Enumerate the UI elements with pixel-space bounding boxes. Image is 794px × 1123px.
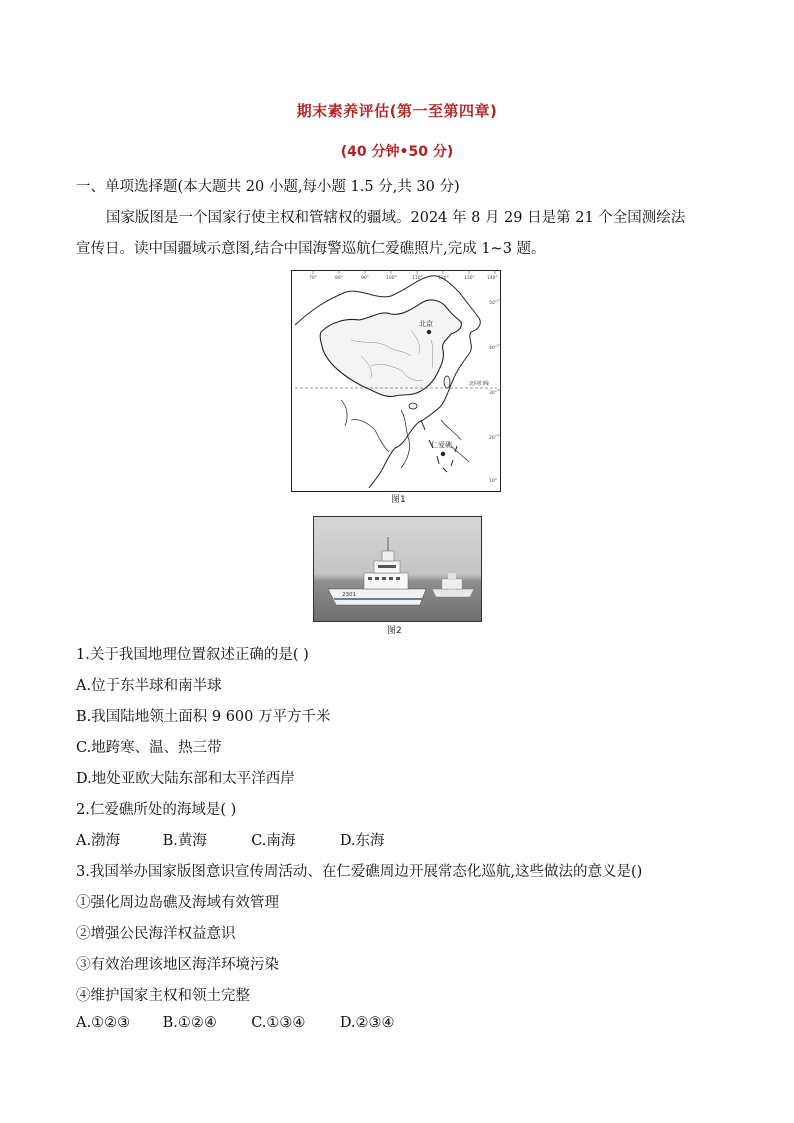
china-territory-map — [291, 270, 501, 492]
coast-guard-ship-photo — [313, 516, 482, 622]
question-3-stem: 3.我国举办国家版图意识宣传周活动、在仁爱礁周边开展常态化巡航,这些做法的意义是() — [76, 864, 643, 880]
lon-tick: 80° — [335, 276, 343, 281]
question-1-option-c[interactable]: C.地跨寒、温、热三带 — [76, 740, 222, 756]
question-3-options — [76, 1015, 395, 1031]
lat-tick: 40° — [489, 346, 497, 351]
lat-tick: 10° — [489, 479, 497, 484]
question-3-option-a[interactable]: A.①②③ — [76, 1015, 131, 1031]
question-1-option-d[interactable]: D.地处亚欧大陆东部和太平洋西岸 — [76, 771, 295, 787]
lon-tick: 120° — [438, 276, 449, 281]
question-2-option-c[interactable]: C.南海 — [251, 833, 296, 849]
section-heading: 一、单项选择题(本大题共 20 小题,每小题 1.5 分,共 30 分) — [76, 179, 460, 195]
question-3-option-b[interactable]: B.①②④ — [162, 1015, 217, 1031]
page-subtitle: (40 分钟•50 分) — [340, 144, 454, 160]
lon-tick: 130° — [464, 276, 475, 281]
lon-tick: 90° — [361, 276, 369, 281]
question-2-options — [76, 829, 385, 850]
lat-tick: 30° — [489, 391, 497, 396]
lon-tick: 110° — [412, 276, 423, 281]
beijing-label: 北京 — [419, 320, 433, 328]
question-1-stem: 1.关于我国地理位置叙述正确的是( ) — [76, 647, 309, 663]
intro-line-1: 国家版图是一个国家行使主权和管辖权的疆域。2024 年 8 月 29 日是第 21 个全国测绘法 — [106, 210, 686, 226]
question-3-statement-3: ③有效治理该地区海洋环境污染 — [76, 957, 279, 973]
lon-tick: 70° — [309, 276, 317, 281]
tropic-label: 北回归线 — [469, 381, 490, 387]
lon-tick: 100° — [386, 276, 397, 281]
question-2-stem: 2.仁爱礁所处的海域是( ) — [76, 802, 237, 818]
question-3-statement-4: ④维护国家主权和领土完整 — [76, 988, 250, 1004]
figure1-caption: 图1 — [391, 495, 406, 505]
question-1-option-b[interactable]: B.我国陆地领土面积 9 600 万平方千米 — [76, 709, 331, 725]
question-3-option-c[interactable]: C.①③④ — [251, 1015, 306, 1031]
question-3-option-d[interactable]: D.②③④ — [339, 1015, 395, 1031]
lat-tick: 50° — [489, 301, 497, 306]
question-2-option-d[interactable]: D.东海 — [339, 833, 385, 849]
intro-line-2: 宣传日。读中国疆域示意图,结合中国海警巡航仁爱礁照片,完成 1~3 题。 — [76, 241, 546, 257]
renai-reef-label: 仁爱礁 — [431, 441, 452, 449]
page-title: 期末素养评估(第一至第四章) — [296, 102, 498, 120]
question-3-statement-1: ①强化周边岛礁及海域有效管理 — [76, 895, 279, 911]
question-2-option-b[interactable]: B.黄海 — [162, 833, 207, 849]
figure2-caption: 图2 — [387, 626, 402, 636]
lat-tick: 20° — [489, 436, 497, 441]
question-2-option-a[interactable]: A.渤海 — [76, 833, 121, 849]
ship-number: 2301 — [342, 592, 356, 598]
lon-tick: 140° — [487, 276, 498, 281]
question-1-option-a[interactable]: A.位于东半球和南半球 — [76, 678, 222, 694]
question-3-statement-2: ②增强公民海洋权益意识 — [76, 926, 236, 942]
